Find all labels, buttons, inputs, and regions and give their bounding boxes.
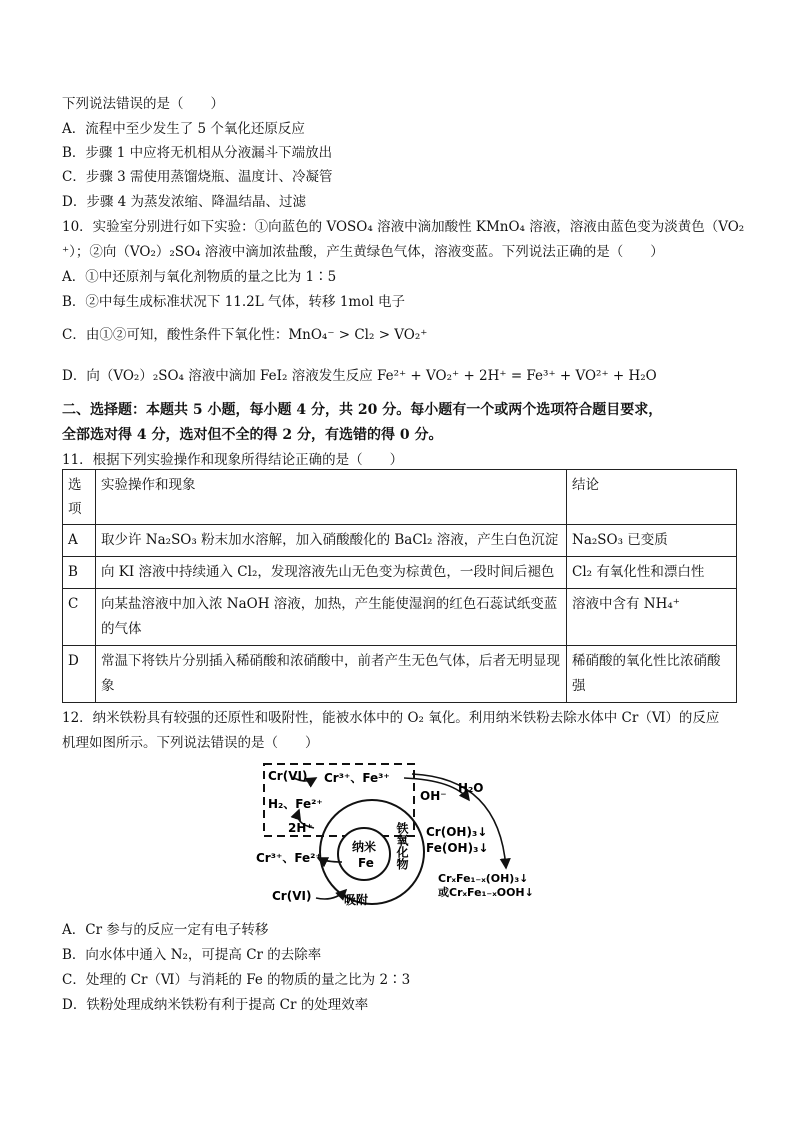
arrow-adsorb — [316, 890, 346, 899]
header-operation: 实验操作和现象 — [96, 470, 567, 525]
q12-stem-line2: 机理如图所示。下列说法错误的是（ ） — [62, 735, 319, 751]
label-nano: 纳米 — [352, 840, 377, 854]
row-c-operation: 向某盐溶液中加入浓 NaOH 溶液，加热，产生能使湿润的红色石蕊试纸变蓝的气体 — [96, 589, 567, 646]
q10-option-d: D．向（VO₂）₂SO₄ 溶液中滴加 FeI₂ 溶液发生反应 Fe²⁺ + VO₂⁺ + 2H⁺ = Fe³⁺ + VO²⁺ + H₂O — [62, 368, 657, 384]
header-conclusion: 结论 — [567, 470, 737, 525]
label-cr3-fe3: Cr³⁺、Fe³⁺ — [324, 771, 390, 785]
label-cr3-fe2: Cr³⁺、Fe²⁺ — [256, 851, 322, 865]
header-option: 选项 — [63, 470, 96, 525]
row-b-operation: 向 KI 溶液中持续通入 Cl₂，发现溶液先山无色变为棕黄色，一段时间后褪色 — [96, 557, 567, 589]
q12-option-c: C．处理的 Cr（Ⅵ）与消耗的 Fe 的物质的量之比为 2∶3 — [62, 972, 411, 988]
row-a-operation: 取少许 Na₂SO₃ 粉末加水溶解，加入硝酸酸化的 BaCl₂ 溶液，产生白色沉淀 — [96, 525, 567, 557]
section2-heading-line2: 全部选对得 4 分，选对但不全的得 2 分，有选错的得 0 分。 — [62, 427, 443, 443]
nano-fe-core-circle — [338, 828, 390, 880]
label-mixed-oxyhydroxide: 或CrₓFe₁₋ₓOOH↓ — [438, 886, 534, 899]
label-croh3: Cr(OH)₃↓ — [426, 825, 488, 839]
q12-option-b: B．向水体中通入 N₂，可提高 Cr 的去除率 — [62, 947, 322, 963]
row-c-option: C — [63, 589, 96, 646]
row-d-option: D — [63, 646, 96, 703]
q11-stem: 11．根据下列实验操作和现象所得结论正确的是（ ） — [62, 452, 404, 468]
row-c-conclusion: 溶液中含有 NH₄⁺ — [567, 589, 737, 646]
q10-stem-line2: ⁺）；②向（VO₂）₂SO₄ 溶液中滴加浓盐酸，产生黄绿色气体，溶液变蓝。下列说法正确的是（ ） — [62, 244, 664, 260]
table-row — [63, 557, 737, 589]
q11-table — [62, 469, 737, 703]
q9-stem: 下列说法错误的是（ ） — [62, 96, 224, 112]
q12-option-a: A．Cr 参与的反应一定有电子转移 — [62, 922, 269, 938]
label-h2o: H₂O — [458, 781, 484, 795]
reaction-mechanism-diagram — [254, 758, 542, 908]
q10-option-b: B．②中每生成标准状况下 11.2L 气体，转移 1mol 电子 — [62, 294, 405, 310]
label-cr6-bottom: Cr(VI) — [272, 889, 312, 903]
table-row — [63, 646, 737, 703]
row-a-conclusion: Na₂SO₃ 已变质 — [567, 525, 737, 557]
q12-option-d: D．铁粉处理成纳米铁粉有利于提高 Cr 的处理效率 — [62, 997, 369, 1013]
row-b-conclusion: Cl₂ 有氧化性和漂白性 — [567, 557, 737, 589]
label-oh: OH⁻ — [420, 789, 447, 803]
label-h2-fe2: H₂、Fe²⁺ — [268, 797, 323, 811]
label-adsorb: 吸附 — [344, 893, 369, 907]
row-b-option: B — [63, 557, 96, 589]
row-d-operation: 常温下将铁片分别插入稀硝酸和浓硝酸中，前者产生无色气体，后者无明显现象 — [96, 646, 567, 703]
row-d-conclusion: 稀硝酸的氧化性比浓硝酸强 — [567, 646, 737, 703]
q9-option-d: D．步骤 4 为蒸发浓缩、降温结晶、过滤 — [62, 194, 306, 210]
label-mixed-hydroxide: CrₓFe₁₋ₓ(OH)₃↓ — [438, 872, 529, 885]
q9-option-c: C．步骤 3 需使用蒸馏烧瓶、温度计、冷凝管 — [62, 169, 333, 185]
label-cr6-top: Cr(VI) — [268, 769, 308, 783]
table-row — [63, 525, 737, 557]
q10-option-c: C．由①②可知，酸性条件下氧化性：MnO₄⁻ > Cl₂ > VO₂⁺ — [62, 327, 428, 343]
label-feoh3: Fe(OH)₃↓ — [426, 841, 489, 855]
q12-stem-line1: 12．纳米铁粉具有较强的还原性和吸附性，能被水体中的 O₂ 氧化。利用纳米铁粉去除水体中 Cr（Ⅵ）的反应 — [62, 710, 720, 726]
label-iron-oxide: 铁氧化物 — [395, 822, 409, 870]
row-a-option: A — [63, 525, 96, 557]
table-header-row — [63, 470, 737, 525]
section2-heading-line1: 二、选择题：本题共 5 小题，每小题 4 分，共 20 分。每小题有一个或两个选项符合题目要求， — [62, 402, 663, 418]
q9-option-a: A．流程中至少发生了 5 个氧化还原反应 — [62, 121, 305, 137]
label-fe: Fe — [358, 856, 374, 870]
q10-stem-line1: 10．实验室分别进行如下实验：①向蓝色的 VOSO₄ 溶液中滴加酸性 KMnO₄ 溶液，溶液由蓝色变为淡黄色（VO₂ — [62, 219, 745, 235]
label-2h: 2H⁺ — [288, 821, 313, 835]
q10-option-a: A．①中还原剂与氧化剂物质的量之比为 1∶5 — [62, 269, 337, 285]
q9-option-b: B．步骤 1 中应将无机相从分液漏斗下端放出 — [62, 145, 333, 161]
table-row — [63, 589, 737, 646]
